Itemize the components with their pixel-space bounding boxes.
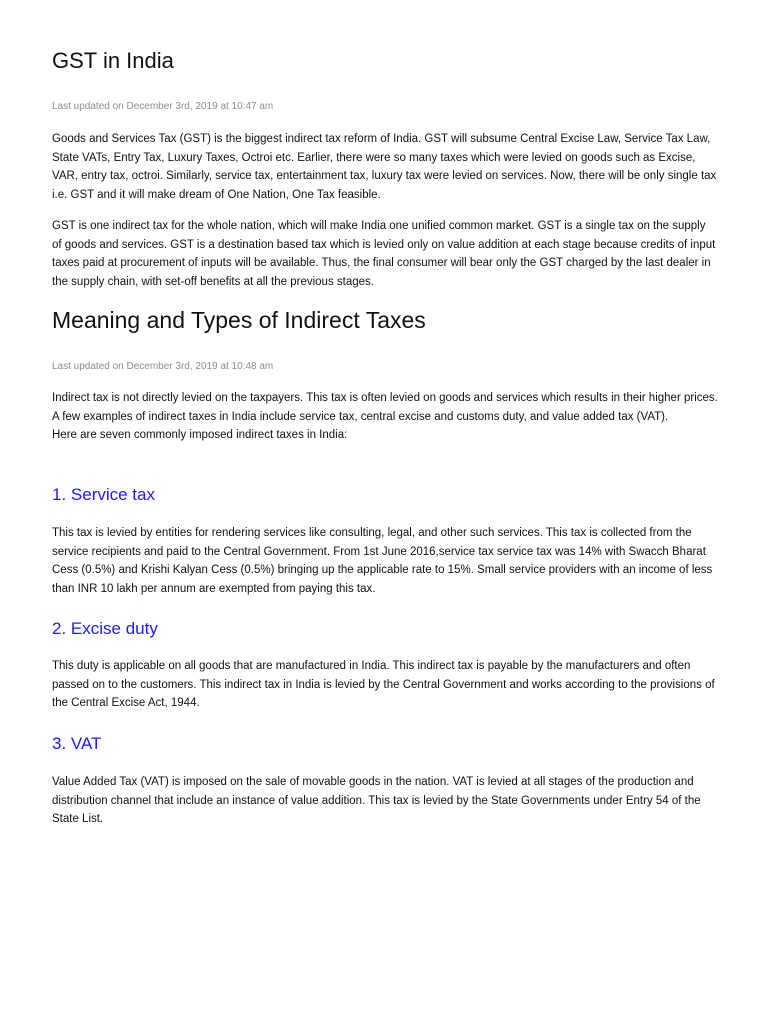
indirect-meta-block bbox=[52, 360, 718, 374]
paragraph: Value Added Tax (VAT) is imposed on the sale of movable goods in the nation. VAT is levied at all stages of the production and distribution channel that include an instance of value addition. This tax is levied by the State Governments under Entry 54 of the State List. bbox=[52, 776, 701, 825]
gst-meta-block bbox=[52, 100, 718, 114]
last-updated: Last updated on December 3rd, 2019 at 10:47 am bbox=[52, 101, 274, 112]
subsection-heading: 2. Excise duty bbox=[52, 619, 158, 638]
page-title: GST in India bbox=[52, 48, 174, 73]
gst-paragraph-1 bbox=[52, 130, 718, 204]
paragraph: This tax is levied by entities for rendering services like consulting, legal, and other such services. This tax is collected from the service recipients and paid to the Central Government. From 1st June 2016,service tax service tax was 14% with Swacch Bharat Cess (0.5%) and Krishi Kalyan Cess (0.5%) bringing up the applicable rate to 15%. Small service providers with an income of less than INR 10 lakh per annum are exempted from paying this tax. bbox=[52, 527, 713, 595]
gst-title-block bbox=[52, 47, 718, 75]
subsection-heading: 1. Service tax bbox=[52, 485, 155, 504]
indirect-intro-block bbox=[52, 389, 718, 445]
gst-paragraph-2 bbox=[52, 217, 718, 291]
last-updated: Last updated on December 3rd, 2019 at 10:48 am bbox=[52, 361, 274, 372]
vat-heading-block bbox=[52, 733, 718, 755]
vat-body-block bbox=[52, 773, 718, 829]
subsection-heading: 3. VAT bbox=[52, 734, 102, 753]
paragraph: GST is one indirect tax for the whole nation, which will make India one unified common market. GST is a single tax on the supply of goods and services. GST is a destination based tax which is levied only on value addition at each stage because credits of input taxes paid at procurement of inputs will be available. Thus, the final consumer will bear only the GST charged by the last dealer in the supply chain, with set-off benefits at all the previous stages. bbox=[52, 220, 716, 288]
paragraph: Goods and Services Tax (GST) is the biggest indirect tax reform of India. GST will subsume Central Excise Law, Service Tax Law, State VATs, Entry Tax, Luxury Taxes, Octroi etc. Earlier, there were so many taxes which were levied on goods such as Excise, VAR, entry tax, octroi. Similarly, service tax, entertainment tax, luxury tax were levied on services. Now, there will be only single tax i.e. GST and it will make dream of One Nation, One Tax feasible. bbox=[52, 133, 717, 201]
service-tax-heading-block bbox=[52, 484, 718, 506]
indirect-title-block bbox=[52, 306, 718, 334]
section-title: Meaning and Types of Indirect Taxes bbox=[52, 307, 426, 333]
excise-heading-block bbox=[52, 618, 718, 640]
paragraph: This duty is applicable on all goods that are manufactured in India. This indirect tax is payable by the manufacturers and often passed on to the customers. This indirect tax in India is levied by the Central Government and works according to the provisions of the Central Excise Act, 1944. bbox=[52, 660, 715, 709]
excise-body-block bbox=[52, 657, 718, 713]
paragraph: Here are seven commonly imposed indirect taxes in India: bbox=[52, 429, 348, 441]
paragraph: Indirect tax is not directly levied on the taxpayers. This tax is often levied on goods and services which results in their higher prices. A few examples of indirect taxes in India include service tax, central excise and customs duty, and value added tax (VAT). bbox=[52, 392, 718, 423]
service-tax-body-block bbox=[52, 524, 718, 598]
